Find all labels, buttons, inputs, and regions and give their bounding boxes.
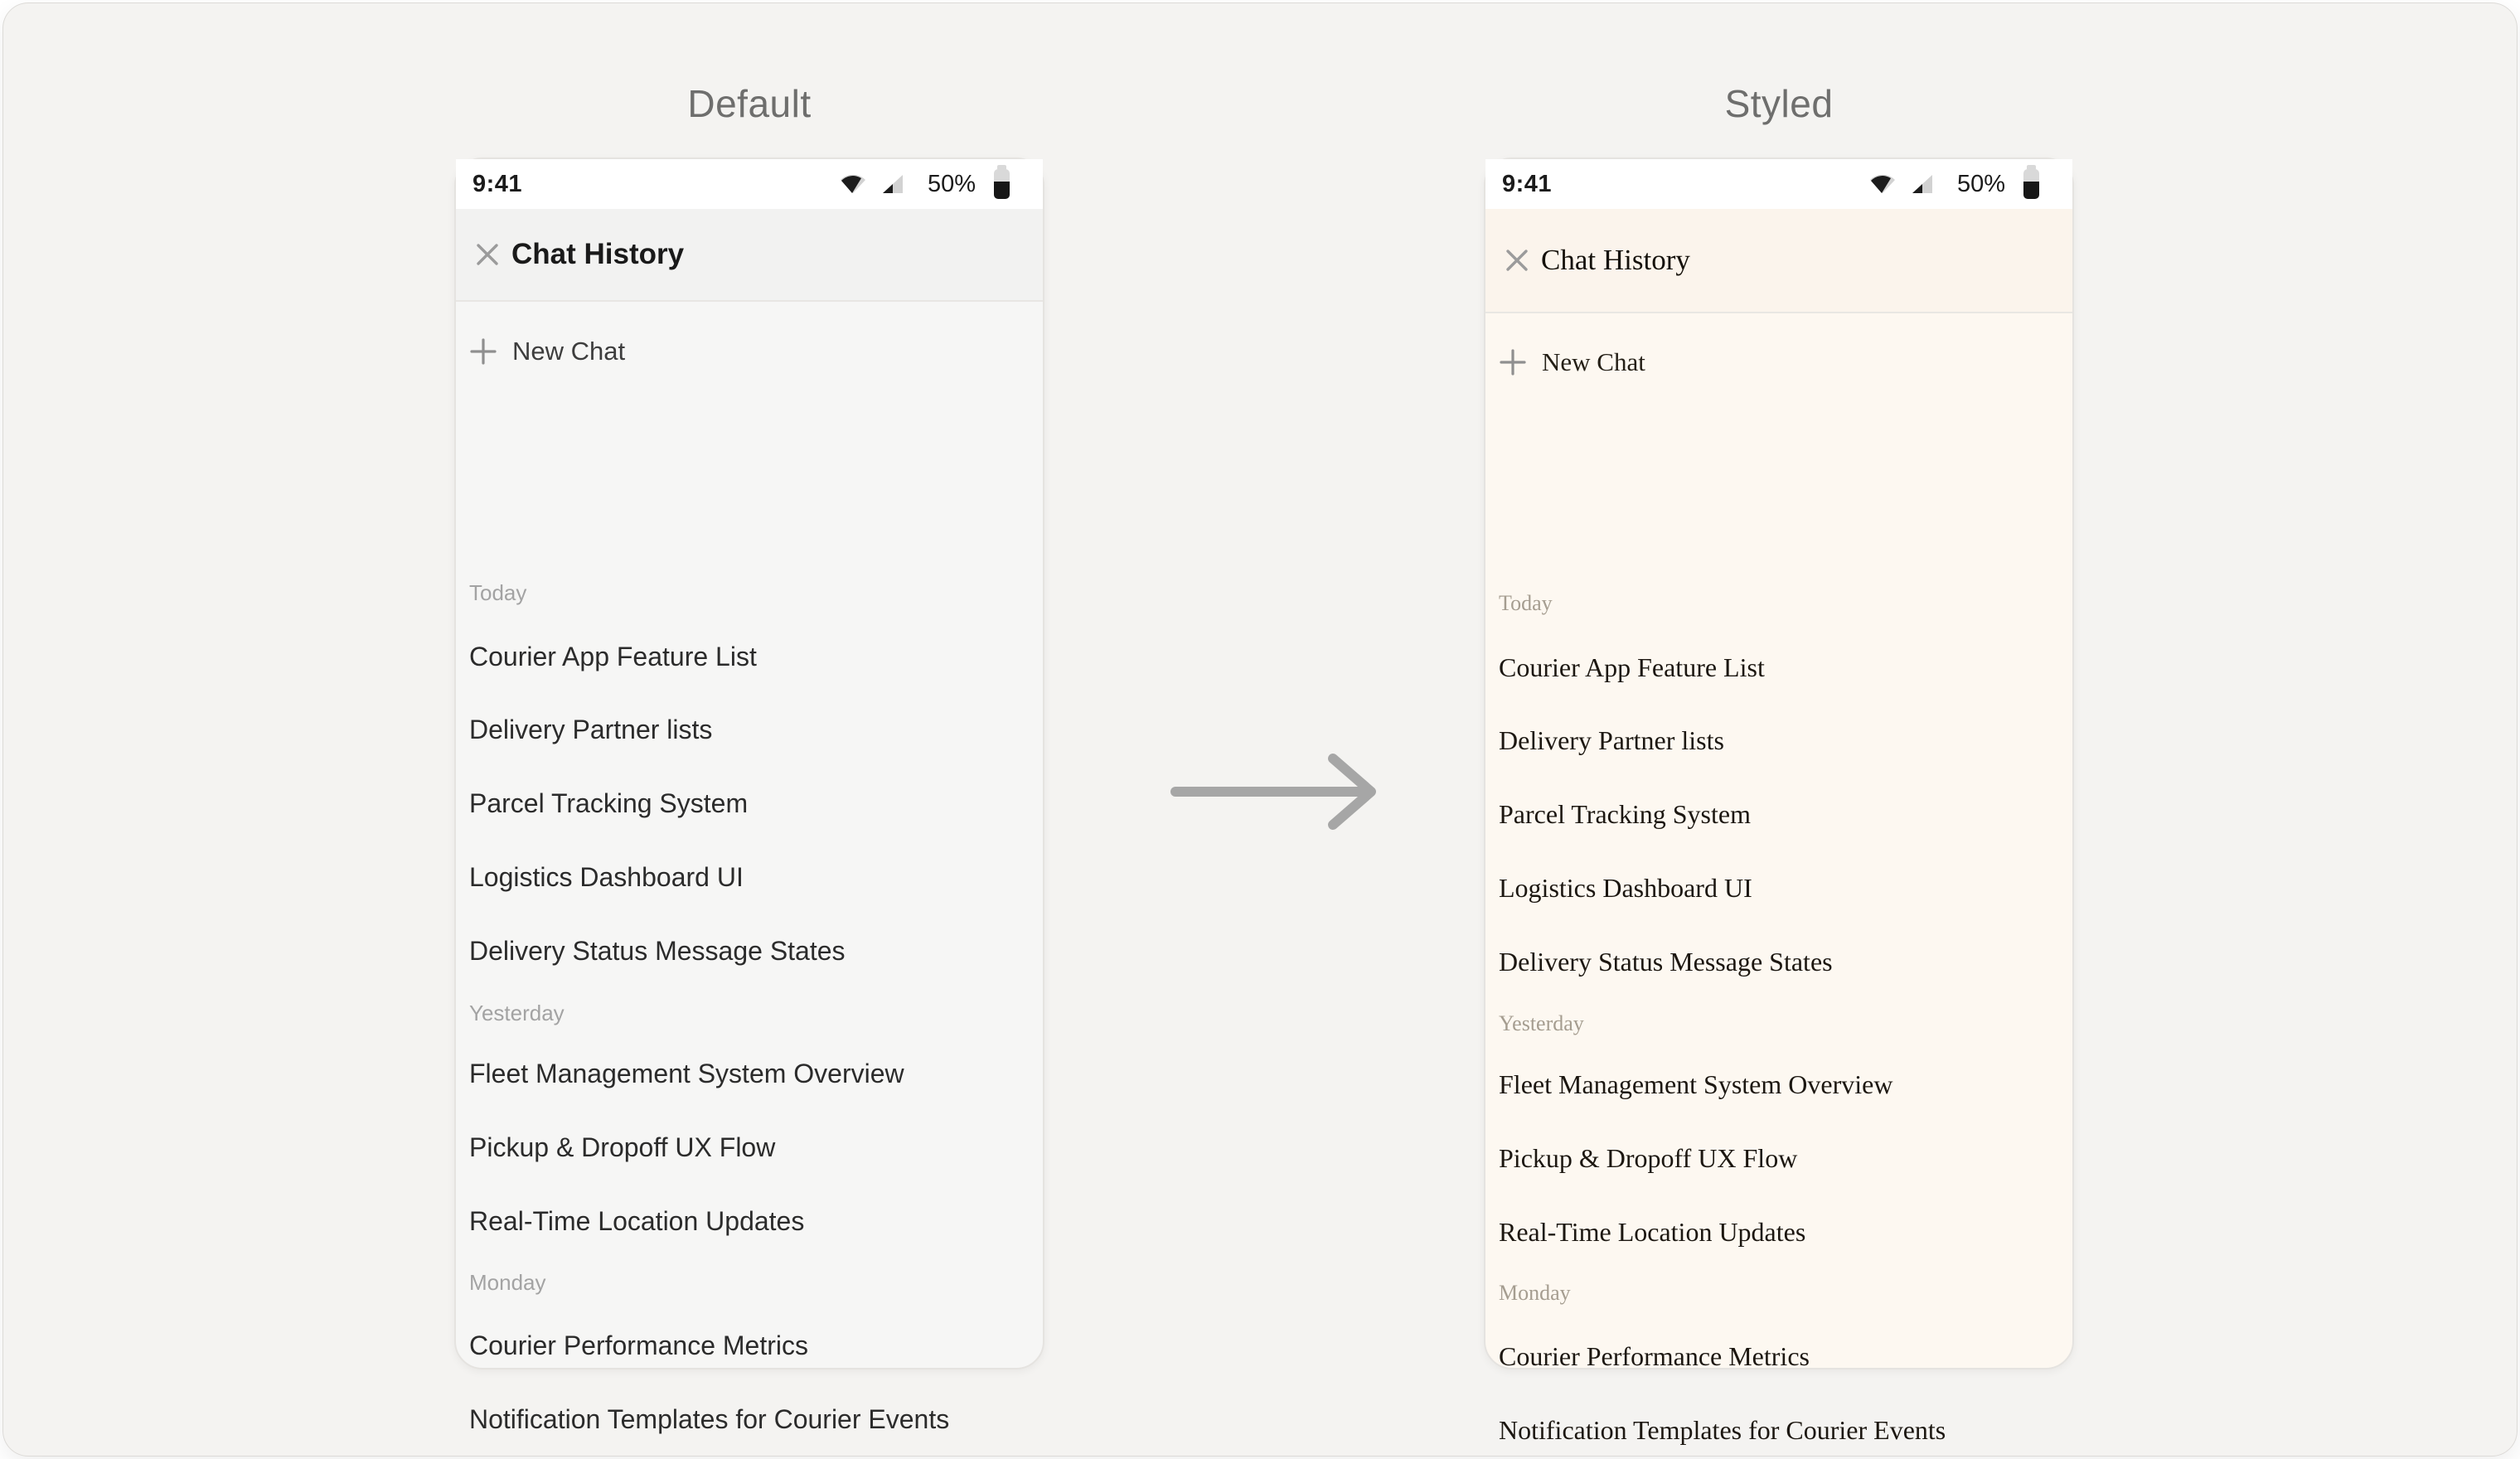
canvas-panel <box>3 3 2517 1456</box>
section-label-monday: Monday <box>469 1269 546 1295</box>
battery-percent: 50% <box>1956 170 2005 197</box>
section-label-today: Today <box>1499 591 1553 615</box>
chat-item[interactable]: Fleet Management System Overview <box>1499 1069 1893 1099</box>
default-variant-label: Default <box>687 82 812 125</box>
new-chat-label: New Chat <box>512 337 626 366</box>
chat-item[interactable]: Delivery Status Message States <box>469 935 846 966</box>
chat-item[interactable]: Courier App Feature List <box>469 641 757 671</box>
chat-item[interactable]: Parcel Tracking System <box>1499 798 1751 829</box>
chat-item[interactable]: Pickup & Dropoff UX Flow <box>1499 1142 1798 1173</box>
chat-item[interactable]: Pickup & Dropoff UX Flow <box>469 1132 776 1162</box>
plus-icon <box>1499 348 1527 376</box>
chat-item[interactable]: Notification Templates for Courier Events <box>1499 1414 1946 1445</box>
page-title: Chat History <box>511 238 685 270</box>
section-label-yesterday: Yesterday <box>1499 1011 1584 1035</box>
chat-item[interactable]: Courier App Feature List <box>1499 652 1765 682</box>
chat-item[interactable]: Delivery Status Message States <box>1499 946 1833 977</box>
chat-list <box>1485 170 2072 1445</box>
status-time: 9:41 <box>1502 170 1553 197</box>
chat-item[interactable]: Courier Performance Metrics <box>1499 1340 1810 1371</box>
battery-percent: 50% <box>927 170 976 197</box>
chat-list <box>456 159 1043 1434</box>
section-label-monday: Monday <box>1499 1281 1571 1305</box>
chat-item[interactable]: Courier Performance Metrics <box>469 1330 808 1360</box>
styled-variant-label: Styled <box>1724 82 1834 125</box>
chat-item[interactable]: Logistics Dashboard UI <box>1499 872 1752 903</box>
chat-item[interactable]: Notification Templates for Courier Events <box>469 1403 950 1434</box>
status-time: 9:41 <box>472 170 523 197</box>
chat-item[interactable]: Fleet Management System Overview <box>469 1058 904 1088</box>
section-label-yesterday: Yesterday <box>469 1000 565 1025</box>
page-title: Chat History <box>1541 244 1690 276</box>
chat-item[interactable]: Real-Time Location Updates <box>1499 1216 1806 1247</box>
chat-item[interactable]: Real-Time Location Updates <box>469 1205 805 1236</box>
phone-default <box>454 158 1044 1434</box>
new-chat-label: New Chat <box>1542 347 1645 376</box>
right-arrow-icon <box>1167 740 1388 843</box>
new-chat-button[interactable] <box>1499 342 2059 382</box>
new-chat-button[interactable] <box>469 332 1030 371</box>
chat-item[interactable]: Delivery Partner lists <box>1499 725 1724 755</box>
plus-icon <box>469 337 497 366</box>
phone-styled <box>1484 158 2074 1445</box>
section-label-today: Today <box>469 579 527 605</box>
chat-item[interactable]: Parcel Tracking System <box>469 788 749 818</box>
chat-item[interactable]: Delivery Partner lists <box>469 714 713 744</box>
chat-item[interactable]: Logistics Dashboard UI <box>469 861 744 892</box>
